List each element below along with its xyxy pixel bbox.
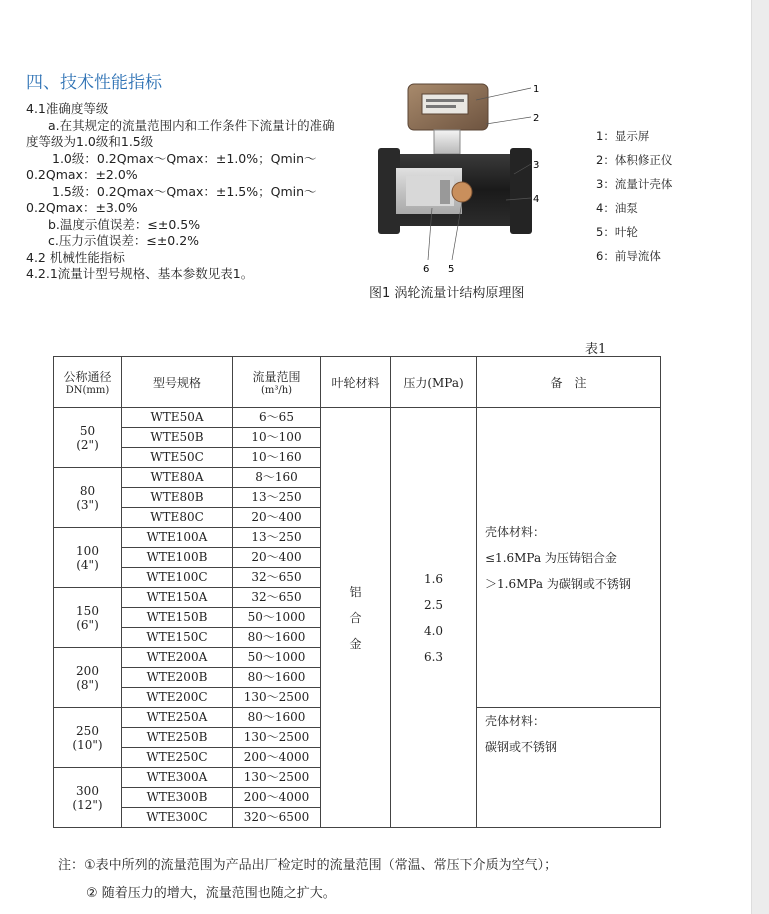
legend-item: 1：显示屏 [596,129,650,143]
model-cell: WTE300B [122,788,233,808]
flow-cell: 13～250 [233,488,321,508]
header-impeller: 叶轮材料 [321,357,391,408]
remark-line: 壳体材料： [485,714,546,728]
flow-cell: 80～1600 [233,628,321,648]
spec-line: b.温度示值误差：≤±0.5% [48,216,201,232]
model-cell: WTE300C [122,808,233,828]
dn-cell [54,768,122,828]
header-dn [54,357,122,408]
header-model: 型号规格 [122,357,233,408]
header-flow-line2: (m³/h) [260,385,293,396]
dn-value: 250 [76,723,99,738]
flow-cell: 80～1600 [233,708,321,728]
model-cell: WTE100B [122,548,233,568]
model-cell: WTE80A [122,468,233,488]
model-cell: WTE200B [122,668,233,688]
flow-cell: 32～650 [233,568,321,588]
model-cell: WTE250C [122,748,233,768]
dn-inch: (3") [76,497,99,512]
flow-cell: 13～250 [233,528,321,548]
dn-value: 200 [76,663,99,678]
pressure-value: 6.3 [423,649,444,664]
dn-inch: (10") [72,737,103,752]
remark-line: ≤1.6MPa 为压铸铝合金 [485,550,617,565]
flow-cell: 320～6500 [233,808,321,828]
impeller-char: 金 [349,636,362,651]
header-flow [233,357,321,408]
legend-item: 4：油泵 [596,201,638,215]
dn-inch: (2") [76,437,99,452]
figure-caption: 图1 涡轮流量计结构原理图 [369,286,525,301]
spec-table [53,356,661,828]
impeller-char: 合 [349,610,362,625]
header-remarks: 备 注 [477,357,661,408]
callout-5: 5 [448,264,455,275]
dn-cell [54,588,122,648]
footnote-1: 注：①表中所列的流量范围为产品出厂检定时的流量范围（常温、常压下介质为空气）； [58,858,558,873]
table-header-row [54,357,661,408]
flow-cell: 130～2500 [233,768,321,788]
spec-line: c.压力示值误差：≤±0.2% [48,233,200,248]
dn-inch: (4") [76,557,99,572]
flow-cell: 200～4000 [233,788,321,808]
header-flow-line1: 流量范围 [252,370,301,384]
flowmeter-figure [366,64,556,296]
pressure-value: 2.5 [423,597,444,612]
vertical-scrollbar[interactable] [751,0,769,914]
spec-line: 4.2.1流量计型号规格、基本参数见表1。 [26,266,254,281]
flow-cell: 80～1600 [233,668,321,688]
model-cell: WTE150C [122,628,233,648]
section-title: 四、技术性能指标 [26,73,162,93]
dn-cell [54,468,122,528]
legend-item: 5：叶轮 [596,225,638,239]
dn-cell [54,708,122,768]
dn-value: 100 [76,543,99,558]
flow-cell: 6～65 [233,408,321,428]
flow-cell: 130～2500 [233,688,321,708]
spec-line: 1.0级：0.2Qmax～Qmax：±1.0%；Qmin～ [52,150,317,166]
spec-line: 度等级为1.0级和1.5级 [26,134,154,149]
header-dn-line1: 公称通径 [63,370,112,384]
model-cell: WTE200C [122,688,233,708]
legend-item: 2：体积修正仪 [596,153,673,167]
dn-value: 300 [76,783,99,798]
model-cell: WTE250A [122,708,233,728]
dn-inch: (12") [72,797,103,812]
figure-legend [596,124,672,268]
header-pressure: 压力(MPa) [391,357,477,408]
flow-cell: 10～100 [233,428,321,448]
model-cell: WTE100A [122,528,233,548]
callout-3: 3 [533,160,540,171]
callout-6: 6 [423,264,430,275]
dn-cell [54,648,122,708]
spec-line: 4.1准确度等级 [26,101,109,116]
model-cell: WTE150B [122,608,233,628]
model-cell: WTE250B [122,728,233,748]
dn-cell [54,408,122,468]
model-cell: WTE100C [122,568,233,588]
flow-cell: 200～4000 [233,748,321,768]
flow-cell: 20～400 [233,548,321,568]
remarks-cell-2 [477,708,661,828]
model-cell: WTE300A [122,768,233,788]
remarks-cell-1 [477,408,661,708]
impeller-material-cell [321,408,391,828]
model-cell: WTE200A [122,648,233,668]
dn-value: 150 [76,603,99,618]
model-cell: WTE80C [122,508,233,528]
dn-inch: (6") [76,617,99,632]
callout-1: 1 [533,84,540,95]
model-cell: WTE50A [122,408,233,428]
callout-2: 2 [533,113,540,124]
dn-value: 80 [79,483,96,498]
pressure-value: 4.0 [423,623,444,638]
model-cell: WTE50C [122,448,233,468]
footnote-2: ② 随着压力的增大，流量范围也随之扩大。 [86,886,336,901]
flow-cell: 32～650 [233,588,321,608]
model-cell: WTE50B [122,428,233,448]
dn-inch: (8") [76,677,99,692]
remark-line: ＞1.6MPa 为碳钢或不锈钢 [485,576,631,591]
flow-cell: 8～160 [233,468,321,488]
footnotes [58,852,557,908]
flow-cell: 50～1000 [233,648,321,668]
callout-4: 4 [533,194,540,205]
flow-cell: 50～1000 [233,608,321,628]
model-cell: WTE150A [122,588,233,608]
spec-line: 4.2 机械性能指标 [26,249,125,265]
pressure-cell [391,408,477,828]
spec-line: 0.2Qmax：±2.0% [26,167,138,182]
model-cell: WTE80B [122,488,233,508]
flow-cell: 20～400 [233,508,321,528]
accuracy-spec-text [26,101,371,283]
pressure-value: 1.6 [423,571,444,586]
remark-line: 壳体材料： [485,524,546,539]
legend-item: 3：流量计壳体 [596,177,673,191]
flow-cell: 130～2500 [233,728,321,748]
impeller-char: 铝 [349,584,362,599]
spec-line: 1.5级：0.2Qmax～Qmax：±1.5%；Qmin～ [52,183,317,199]
spec-line: 0.2Qmax：±3.0% [26,200,138,215]
flow-cell: 10～160 [233,448,321,468]
table-label: 表1 [585,342,607,357]
spec-line: a.在其规定的流量范围内和工作条件下流量计的准确 [48,117,335,133]
header-dn-line2: DN(mm) [65,385,110,396]
table-row [54,408,661,428]
dn-value: 50 [79,423,96,438]
dn-cell [54,528,122,588]
remark-line: 碳钢或不锈钢 [485,740,558,754]
legend-item: 6：前导流体 [596,249,661,263]
